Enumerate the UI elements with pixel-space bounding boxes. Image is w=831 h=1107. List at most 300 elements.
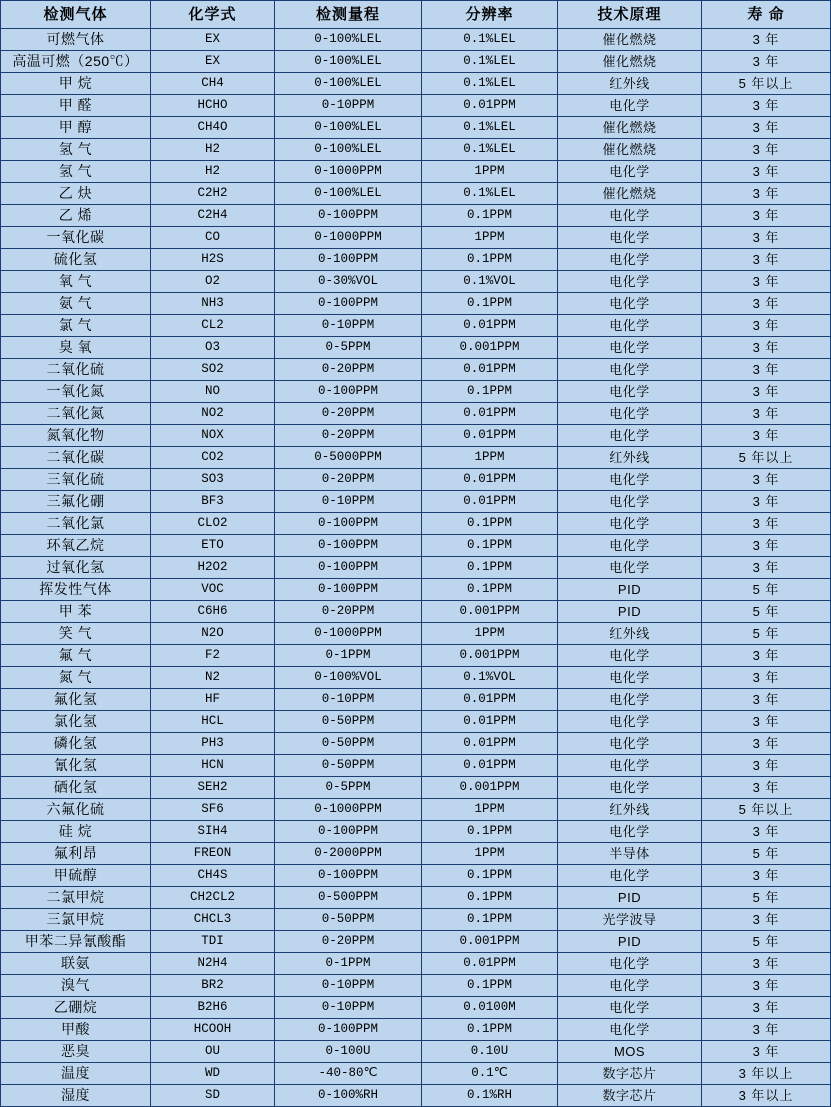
cell-principle: 电化学: [558, 513, 702, 535]
cell-lifespan: 3 年: [702, 425, 831, 447]
column-header-range: 检测量程: [275, 1, 422, 29]
cell-formula: F2: [151, 645, 275, 667]
cell-range: 0-10PPM: [275, 975, 422, 997]
cell-resolution: 0.001PPM: [422, 337, 558, 359]
table-row: [1, 73, 831, 95]
cell-formula: OU: [151, 1041, 275, 1063]
cell-resolution: 0.1%LEL: [422, 29, 558, 51]
cell-lifespan: 3 年: [702, 755, 831, 777]
cell-lifespan: 3 年以上: [702, 1063, 831, 1085]
cell-lifespan: 3 年: [702, 513, 831, 535]
cell-resolution: 0.01PPM: [422, 689, 558, 711]
cell-formula: SEH2: [151, 777, 275, 799]
cell-range: 0-500PPM: [275, 887, 422, 909]
cell-resolution: 0.1PPM: [422, 513, 558, 535]
cell-gas-name: 甲 烷: [1, 73, 151, 95]
table-row: [1, 491, 831, 513]
cell-resolution: 0.0100M: [422, 997, 558, 1019]
cell-principle: 红外线: [558, 73, 702, 95]
table-body: [1, 29, 831, 1107]
table-row: [1, 29, 831, 51]
cell-lifespan: 5 年以上: [702, 799, 831, 821]
cell-principle: 电化学: [558, 821, 702, 843]
cell-range: 0-100%LEL: [275, 73, 422, 95]
cell-range: 0-100%LEL: [275, 139, 422, 161]
cell-principle: 红外线: [558, 447, 702, 469]
cell-range: 0-100%LEL: [275, 183, 422, 205]
cell-lifespan: 3 年: [702, 953, 831, 975]
cell-gas-name: 臭 氧: [1, 337, 151, 359]
cell-range: 0-50PPM: [275, 733, 422, 755]
cell-formula: O3: [151, 337, 275, 359]
cell-gas-name: 六氟化硫: [1, 799, 151, 821]
cell-formula: CH2CL2: [151, 887, 275, 909]
cell-lifespan: 3 年: [702, 359, 831, 381]
cell-principle: 红外线: [558, 799, 702, 821]
cell-principle: 电化学: [558, 161, 702, 183]
cell-resolution: 1PPM: [422, 843, 558, 865]
column-header-principle: 技术原理: [558, 1, 702, 29]
cell-gas-name: 二氧化氮: [1, 403, 151, 425]
column-header-resolution: 分辨率: [422, 1, 558, 29]
cell-range: 0-100U: [275, 1041, 422, 1063]
cell-lifespan: 3 年: [702, 535, 831, 557]
cell-resolution: 0.1%LEL: [422, 183, 558, 205]
cell-gas-name: 甲 醇: [1, 117, 151, 139]
cell-lifespan: 3 年: [702, 315, 831, 337]
cell-gas-name: 甲硫醇: [1, 865, 151, 887]
cell-range: 0-100PPM: [275, 865, 422, 887]
cell-lifespan: 3 年以上: [702, 1085, 831, 1107]
table-row: [1, 535, 831, 557]
column-header-formula: 化学式: [151, 1, 275, 29]
table-row: [1, 953, 831, 975]
cell-gas-name: 氰化氢: [1, 755, 151, 777]
cell-principle: 催化燃烧: [558, 51, 702, 73]
cell-gas-name: 氟化氢: [1, 689, 151, 711]
cell-resolution: 0.01PPM: [422, 711, 558, 733]
table-row: [1, 1041, 831, 1063]
cell-formula: PH3: [151, 733, 275, 755]
cell-gas-name: 二氧化氯: [1, 513, 151, 535]
cell-lifespan: 3 年: [702, 777, 831, 799]
cell-gas-name: 二氧化硫: [1, 359, 151, 381]
cell-formula: N2O: [151, 623, 275, 645]
cell-gas-name: 甲 醛: [1, 95, 151, 117]
cell-resolution: 0.1%VOL: [422, 271, 558, 293]
cell-resolution: 0.1PPM: [422, 975, 558, 997]
table-row: [1, 997, 831, 1019]
cell-gas-name: 乙硼烷: [1, 997, 151, 1019]
table-row: [1, 315, 831, 337]
cell-gas-name: 三氧化硫: [1, 469, 151, 491]
cell-resolution: 0.1PPM: [422, 579, 558, 601]
cell-range: 0-100%LEL: [275, 29, 422, 51]
cell-range: 0-5PPM: [275, 337, 422, 359]
table-row: [1, 733, 831, 755]
cell-resolution: 0.1PPM: [422, 249, 558, 271]
cell-lifespan: 3 年: [702, 293, 831, 315]
cell-principle: 电化学: [558, 865, 702, 887]
table-row: [1, 601, 831, 623]
cell-formula: WD: [151, 1063, 275, 1085]
cell-formula: H2O2: [151, 557, 275, 579]
cell-resolution: 0.1PPM: [422, 821, 558, 843]
cell-formula: SD: [151, 1085, 275, 1107]
cell-principle: PID: [558, 601, 702, 623]
table-row: [1, 909, 831, 931]
cell-gas-name: 硅 烷: [1, 821, 151, 843]
cell-range: 0-1PPM: [275, 645, 422, 667]
cell-lifespan: 3 年: [702, 491, 831, 513]
cell-formula: TDI: [151, 931, 275, 953]
cell-principle: MOS: [558, 1041, 702, 1063]
cell-lifespan: 3 年: [702, 821, 831, 843]
table-row: [1, 821, 831, 843]
table-row: [1, 205, 831, 227]
table-row: [1, 425, 831, 447]
cell-formula: H2: [151, 139, 275, 161]
cell-formula: C2H4: [151, 205, 275, 227]
cell-principle: 电化学: [558, 271, 702, 293]
cell-lifespan: 3 年: [702, 161, 831, 183]
cell-range: 0-100PPM: [275, 1019, 422, 1041]
cell-resolution: 0.01PPM: [422, 491, 558, 513]
table-row: [1, 227, 831, 249]
table-row: [1, 711, 831, 733]
cell-resolution: 1PPM: [422, 623, 558, 645]
cell-range: 0-10PPM: [275, 997, 422, 1019]
cell-gas-name: 氢 气: [1, 139, 151, 161]
cell-resolution: 0.1PPM: [422, 865, 558, 887]
cell-principle: 催化燃烧: [558, 183, 702, 205]
table-row: [1, 271, 831, 293]
cell-range: 0-100PPM: [275, 579, 422, 601]
cell-formula: EX: [151, 29, 275, 51]
cell-gas-name: 可燃气体: [1, 29, 151, 51]
cell-principle: 电化学: [558, 425, 702, 447]
cell-lifespan: 3 年: [702, 997, 831, 1019]
cell-gas-name: 一氧化碳: [1, 227, 151, 249]
cell-range: 0-20PPM: [275, 469, 422, 491]
cell-formula: FREON: [151, 843, 275, 865]
cell-lifespan: 3 年: [702, 667, 831, 689]
cell-lifespan: 5 年: [702, 601, 831, 623]
table-row: [1, 1085, 831, 1107]
column-header-lifespan: 寿 命: [702, 1, 831, 29]
cell-range: 0-100%RH: [275, 1085, 422, 1107]
cell-lifespan: 3 年: [702, 733, 831, 755]
cell-range: 0-20PPM: [275, 425, 422, 447]
table-row: [1, 843, 831, 865]
cell-principle: 电化学: [558, 381, 702, 403]
cell-resolution: 0.001PPM: [422, 645, 558, 667]
table-header: [1, 1, 831, 29]
cell-gas-name: 高温可燃（250℃）: [1, 51, 151, 73]
table-row: [1, 469, 831, 491]
cell-gas-name: 氟利昂: [1, 843, 151, 865]
cell-principle: 电化学: [558, 469, 702, 491]
cell-formula: SIH4: [151, 821, 275, 843]
cell-resolution: 0.01PPM: [422, 469, 558, 491]
cell-lifespan: 3 年: [702, 381, 831, 403]
cell-gas-name: 乙 烯: [1, 205, 151, 227]
cell-gas-name: 三氟化硼: [1, 491, 151, 513]
cell-gas-name: 氮氧化物: [1, 425, 151, 447]
cell-range: 0-1PPM: [275, 953, 422, 975]
cell-gas-name: 环氧乙烷: [1, 535, 151, 557]
cell-resolution: 0.01PPM: [422, 315, 558, 337]
cell-resolution: 0.1PPM: [422, 909, 558, 931]
cell-formula: BR2: [151, 975, 275, 997]
cell-range: 0-20PPM: [275, 601, 422, 623]
table-row: [1, 557, 831, 579]
cell-gas-name: 溴气: [1, 975, 151, 997]
cell-principle: 催化燃烧: [558, 117, 702, 139]
table-row: [1, 403, 831, 425]
cell-principle: 电化学: [558, 557, 702, 579]
cell-lifespan: 3 年: [702, 689, 831, 711]
cell-range: 0-2000PPM: [275, 843, 422, 865]
cell-resolution: 0.10U: [422, 1041, 558, 1063]
cell-formula: CO2: [151, 447, 275, 469]
cell-gas-name: 乙 炔: [1, 183, 151, 205]
cell-gas-name: 湿度: [1, 1085, 151, 1107]
cell-resolution: 0.01PPM: [422, 95, 558, 117]
cell-lifespan: 3 年: [702, 1041, 831, 1063]
cell-resolution: 0.1PPM: [422, 535, 558, 557]
cell-principle: 电化学: [558, 95, 702, 117]
cell-formula: O2: [151, 271, 275, 293]
cell-gas-name: 一氧化氮: [1, 381, 151, 403]
table-row: [1, 667, 831, 689]
cell-resolution: 0.1%LEL: [422, 51, 558, 73]
table-row: [1, 1063, 831, 1085]
cell-principle: 电化学: [558, 733, 702, 755]
cell-formula: CH4S: [151, 865, 275, 887]
cell-principle: 电化学: [558, 315, 702, 337]
table-row: [1, 293, 831, 315]
cell-resolution: 1PPM: [422, 447, 558, 469]
cell-formula: CL2: [151, 315, 275, 337]
cell-resolution: 1PPM: [422, 799, 558, 821]
table-row: [1, 755, 831, 777]
cell-principle: 电化学: [558, 953, 702, 975]
table-row: [1, 249, 831, 271]
cell-principle: 数字芯片: [558, 1085, 702, 1107]
cell-lifespan: 3 年: [702, 403, 831, 425]
cell-range: 0-100%VOL: [275, 667, 422, 689]
cell-lifespan: 3 年: [702, 51, 831, 73]
cell-principle: PID: [558, 931, 702, 953]
cell-range: 0-50PPM: [275, 909, 422, 931]
cell-formula: CHCL3: [151, 909, 275, 931]
cell-resolution: 0.1%LEL: [422, 117, 558, 139]
cell-resolution: 0.01PPM: [422, 403, 558, 425]
cell-range: 0-1000PPM: [275, 227, 422, 249]
cell-principle: 电化学: [558, 777, 702, 799]
cell-formula: HF: [151, 689, 275, 711]
cell-gas-name: 甲酸: [1, 1019, 151, 1041]
cell-formula: CH4O: [151, 117, 275, 139]
cell-resolution: 0.1PPM: [422, 557, 558, 579]
cell-formula: EX: [151, 51, 275, 73]
cell-lifespan: 3 年: [702, 1019, 831, 1041]
table-row: [1, 51, 831, 73]
cell-resolution: 0.1PPM: [422, 887, 558, 909]
cell-lifespan: 3 年: [702, 249, 831, 271]
cell-principle: 催化燃烧: [558, 139, 702, 161]
cell-principle: 电化学: [558, 755, 702, 777]
cell-lifespan: 5 年: [702, 843, 831, 865]
cell-principle: 电化学: [558, 403, 702, 425]
cell-formula: NOX: [151, 425, 275, 447]
cell-range: 0-100PPM: [275, 535, 422, 557]
cell-principle: 电化学: [558, 205, 702, 227]
cell-lifespan: 3 年: [702, 469, 831, 491]
cell-gas-name: 氢 气: [1, 161, 151, 183]
cell-range: 0-50PPM: [275, 755, 422, 777]
cell-range: 0-20PPM: [275, 931, 422, 953]
cell-principle: 电化学: [558, 997, 702, 1019]
cell-principle: 电化学: [558, 667, 702, 689]
cell-resolution: 0.01PPM: [422, 359, 558, 381]
cell-formula: H2S: [151, 249, 275, 271]
cell-formula: CO: [151, 227, 275, 249]
cell-formula: HCL: [151, 711, 275, 733]
table-row: [1, 117, 831, 139]
cell-lifespan: 3 年: [702, 865, 831, 887]
table-row: [1, 161, 831, 183]
cell-gas-name: 甲苯二异氰酸酯: [1, 931, 151, 953]
cell-formula: C2H2: [151, 183, 275, 205]
cell-gas-name: 硒化氢: [1, 777, 151, 799]
cell-formula: CLO2: [151, 513, 275, 535]
cell-range: 0-30%VOL: [275, 271, 422, 293]
cell-gas-name: 二氯甲烷: [1, 887, 151, 909]
cell-range: 0-1000PPM: [275, 799, 422, 821]
table-row: [1, 689, 831, 711]
cell-gas-name: 氯化氢: [1, 711, 151, 733]
cell-gas-name: 挥发性气体: [1, 579, 151, 601]
cell-resolution: 0.1%LEL: [422, 73, 558, 95]
cell-resolution: 0.1PPM: [422, 381, 558, 403]
cell-gas-name: 氧 气: [1, 271, 151, 293]
cell-formula: HCN: [151, 755, 275, 777]
cell-gas-name: 氮 气: [1, 667, 151, 689]
cell-range: 0-100PPM: [275, 205, 422, 227]
cell-gas-name: 二氧化碳: [1, 447, 151, 469]
cell-lifespan: 3 年: [702, 117, 831, 139]
table-row: [1, 645, 831, 667]
table-row: [1, 447, 831, 469]
table-row: [1, 623, 831, 645]
cell-range: 0-100PPM: [275, 249, 422, 271]
cell-resolution: 0.1%RH: [422, 1085, 558, 1107]
cell-range: 0-10PPM: [275, 689, 422, 711]
cell-principle: 电化学: [558, 645, 702, 667]
cell-resolution: 0.001PPM: [422, 777, 558, 799]
cell-resolution: 0.01PPM: [422, 953, 558, 975]
cell-lifespan: 3 年: [702, 645, 831, 667]
cell-lifespan: 3 年: [702, 909, 831, 931]
cell-formula: SO3: [151, 469, 275, 491]
cell-range: 0-100PPM: [275, 513, 422, 535]
cell-resolution: 0.01PPM: [422, 425, 558, 447]
cell-principle: 半导体: [558, 843, 702, 865]
cell-lifespan: 3 年: [702, 975, 831, 997]
cell-formula: NH3: [151, 293, 275, 315]
cell-range: 0-1000PPM: [275, 161, 422, 183]
cell-range: 0-1000PPM: [275, 623, 422, 645]
cell-principle: 电化学: [558, 689, 702, 711]
cell-gas-name: 氨 气: [1, 293, 151, 315]
cell-principle: 电化学: [558, 975, 702, 997]
cell-lifespan: 3 年: [702, 711, 831, 733]
cell-range: 0-100%LEL: [275, 51, 422, 73]
cell-range: 0-50PPM: [275, 711, 422, 733]
cell-formula: HCHO: [151, 95, 275, 117]
cell-range: 0-10PPM: [275, 315, 422, 337]
table-row: [1, 931, 831, 953]
cell-lifespan: 3 年: [702, 557, 831, 579]
table-row: [1, 887, 831, 909]
cell-lifespan: 3 年: [702, 205, 831, 227]
cell-formula: B2H6: [151, 997, 275, 1019]
cell-resolution: 0.1PPM: [422, 293, 558, 315]
cell-resolution: 0.1%LEL: [422, 139, 558, 161]
cell-lifespan: 5 年以上: [702, 73, 831, 95]
table-row: [1, 865, 831, 887]
cell-gas-name: 磷化氢: [1, 733, 151, 755]
cell-principle: PID: [558, 887, 702, 909]
cell-formula: NO: [151, 381, 275, 403]
cell-gas-name: 温度: [1, 1063, 151, 1085]
cell-range: 0-100%LEL: [275, 117, 422, 139]
table-row: [1, 95, 831, 117]
cell-formula: SF6: [151, 799, 275, 821]
cell-formula: HCOOH: [151, 1019, 275, 1041]
cell-resolution: 0.1PPM: [422, 205, 558, 227]
cell-range: 0-5000PPM: [275, 447, 422, 469]
cell-principle: 电化学: [558, 491, 702, 513]
cell-gas-name: 氯 气: [1, 315, 151, 337]
column-header-gas-name: 检测气体: [1, 1, 151, 29]
cell-lifespan: 3 年: [702, 29, 831, 51]
cell-principle: 数字芯片: [558, 1063, 702, 1085]
cell-range: 0-5PPM: [275, 777, 422, 799]
cell-principle: 电化学: [558, 337, 702, 359]
cell-resolution: 1PPM: [422, 161, 558, 183]
cell-lifespan: 5 年以上: [702, 447, 831, 469]
cell-resolution: 1PPM: [422, 227, 558, 249]
cell-resolution: 0.01PPM: [422, 755, 558, 777]
cell-principle: 电化学: [558, 711, 702, 733]
table-row: [1, 183, 831, 205]
cell-gas-name: 恶臭: [1, 1041, 151, 1063]
table-row: [1, 513, 831, 535]
cell-range: 0-100PPM: [275, 293, 422, 315]
cell-lifespan: 5 年: [702, 931, 831, 953]
cell-lifespan: 3 年: [702, 227, 831, 249]
cell-gas-name: 笑 气: [1, 623, 151, 645]
cell-principle: PID: [558, 579, 702, 601]
cell-principle: 电化学: [558, 293, 702, 315]
cell-resolution: 0.1PPM: [422, 1019, 558, 1041]
cell-resolution: 0.1%VOL: [422, 667, 558, 689]
cell-lifespan: 5 年: [702, 887, 831, 909]
cell-range: 0-100PPM: [275, 381, 422, 403]
